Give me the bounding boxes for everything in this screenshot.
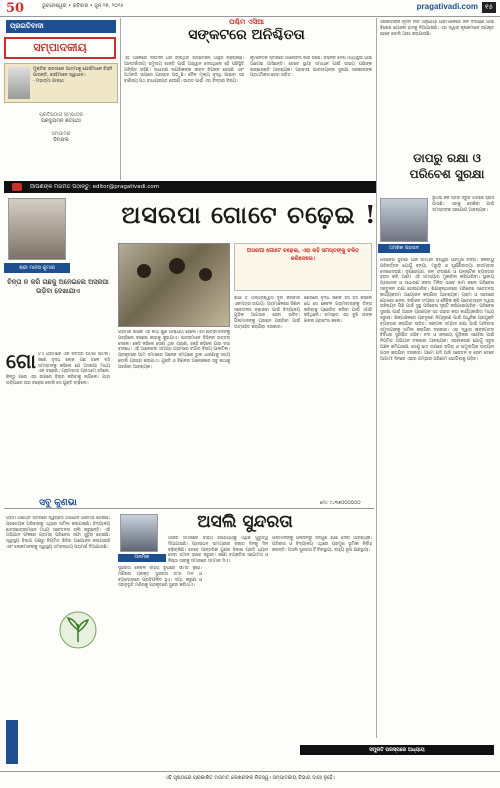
bottom-author-name: ଅନାମିକା (118, 554, 166, 562)
editor-name: ଡିମ୍ପଲ (53, 137, 69, 143)
page-number: ୧୫ (482, 2, 496, 13)
quote-box (4, 63, 118, 103)
editor-credits (4, 106, 118, 182)
left-bottom-headline: ସବୁ କୁଣଭା (39, 498, 77, 508)
main-headline: ଅସରପା ଗୋଟେ ଚଢ଼େଇ ! (121, 200, 377, 229)
editor-label: ସମ୍ପାଦକ (51, 131, 71, 137)
top-story-body-col1: ଏହି ଅଞ୍ଚଳରେ ଦୀର୍ଘଦିନ ଧରି ଚାଲିଥିବା ଉତ୍ତେଜନା ଆହୁରି ବଢ଼ିଚାଲିଛି। ଆନ୍ତର୍ଜାତୀୟ ସମୁଦାୟ ଶାନ୍ତି ପାଇଁ ଆହ୍ୱାନ ଦେଉଥିଲେ ହେଁ ପରିସ୍ଥିତି ଅନିଶ୍ଚିତ ରହିଛି। ସାଧାରଣ ନାଗରିକଙ୍କ ଜୀବନ ବିପନ୍ନ ହେଉଛି ଏବଂ ଅର୍ଥନୀତି ଉପରେ ପ୍ରଭାବ ପଡ଼ୁଛି। ତୈଳ ମୂଲ୍ୟ ବୃଦ୍ଧି ପାଇବା ସହ ବାଣିଜ୍ୟ ପଥ ବାଧାପ୍ରାପ୍ତ ହେଉଛି। ଭାରତ ପାଇଁ ଏହା ଚିନ୍ତାର ବିଷୟ। (124, 56, 244, 85)
site-url[interactable]: pragativadi.com (416, 2, 478, 11)
main-author-photo (8, 198, 66, 260)
founder-name: ପ୍ରଦ୍ୟୁମ୍ନ ଶତପଥୀ (41, 118, 81, 124)
mail-icon (12, 183, 22, 191)
quote-body: ମୁକ୍ତିର ଭରସାରେ ଆତ୍ମାକୁ ଯେଉଁମାନେ ଚିହ୍ନି ପାରନ୍ତି, ସେହିମାନେ ସ୍ୱାଧୀନ। (33, 67, 113, 78)
gandhi-portrait-icon (8, 67, 30, 99)
main-pull-quote: ଚିନ୍ତା ନ କରି ଗଛକୁ ଅନେଇଲେ ଅସରପା ଉଡ଼ିବା ଦେଖାଯାଏ (7, 278, 109, 295)
right-column-rule (376, 18, 377, 738)
bottom-headline: ଅସଲି ସୁନ୍ଦରତା (197, 512, 293, 532)
side-tag (6, 720, 18, 764)
main-article-col3: ଶିକ୍ଷା ହିଁ ଅନ୍ଧବିଶ୍ୱାସ ଦୂର କରିବାର ଏକମାତ୍ର ଉପାୟ। ଗ୍ରାମାଞ୍ଚଳରେ ବିଜ୍ଞାନ ସଚେତନତା ବଢ଼ାଇବା ପାଇଁ ବିଦ୍ୟାଳୟ ଗୁଡ଼ିକ ଆଗଭର ହେବା ଉଚିତ। ପିଲାମାନଙ୍କୁ ପ୍ରଶ୍ନ ପଚାରିବା ପାଇଁ ଉତ୍ସାହିତ କରାଯିବା ଦରକାର। (234, 296, 300, 330)
footer-box: ସମ୍ପ୍ରତି ପରସ୍ପରେ ଅଧ୍ୟାୟ (300, 745, 494, 755)
right-top-body: ସରକାରଙ୍କ ନୂତନ ନୀତି ଅନୁଯାୟୀ ଗ୍ରାମାଞ୍ଚଳରେ ଜଳ ସଂରକ୍ଷଣ ପାଇଁ ବିଶେଷ ଯୋଜନା ହାତକୁ ନିଆଯାଇଛି। ଏହା ଦ୍ୱାରା କୃଷକମାନେ ଉପକୃତ ହେବେ ବୋଲି ଆଶା କରାଯାଉଛି। (380, 20, 494, 37)
callout-text: ଅସରପା ଗୋଟେ ଚଢ଼େଇ, ଏହା କହି ସମସ୍ତଙ୍କୁ ଚକିତ କରିଦେଲେ। (246, 248, 360, 262)
main-author-name: ଶ୍ରୀ ମାନସ କୁମାର (4, 263, 70, 273)
top-story-body-col2: କୂଟନୈତିକ ସ୍ତରରେ ଆଲୋଚନା ଜାରି ରହିଛି। ବିଭିନ୍ନ ଦେଶ ମଧ୍ୟସ୍ଥତା ପାଇଁ ଆଗେଇ ଆସିଛନ୍ତି। ତେବେ ସ୍ଥାୟୀ ସମାଧାନ ପାଇଁ ଉଭୟ ପକ୍ଷଙ୍କ ଇଚ୍ଛାଶକ୍ତି ଆବଶ୍ୟକ। ପ୍ରବାସୀ ଭାରତୀୟଙ୍କ ସୁରକ୍ଷା ସରକାରଙ୍କ ପ୍ରାଥମିକତା ହେବା ଉଚିତ। (250, 56, 372, 79)
dateline: ଭୁବନେଶ୍ୱର • ରବିବାର • ଜୁନ୍ ୨୭, ୨୦୨୫ (42, 3, 124, 9)
bottom-article-col3: ପିଲାମାନଙ୍କୁ ପିଲାଦିନରୁ ସଦ୍‌ଗୁଣ ଶିକ୍ଷା ଦେବା ଆବଶ୍ୟକ। ପରିବାର ଓ ବିଦ୍ୟାଳୟ ଏଥିରେ ପ୍ରମୁଖ ଭୂମିକା ନିର୍ବାହ କରନ୍ତି। ଅସଲି ସୁନ୍ଦରତା ହିଁ ଚିରସ୍ଥାୟୀ, ବାହ୍ୟ ରୂପ କ୍ଷଣସ୍ଥାୟୀ। (272, 536, 372, 553)
page-header (0, 0, 500, 16)
main-article-photo (118, 243, 230, 327)
column-rule (120, 18, 121, 180)
main-article-col2: ଗ୍ରାମର ଶିକ୍ଷକ ଏହି କଥା ଶୁଣି ଆଶ୍ଚର୍ଯ୍ୟ ହେଲେ। ସେ ଛାତ୍ରମାନଙ୍କୁ ପଚାରିଲେ ଚଢ଼େଇ କାହାକୁ କୁହାଯାଏ। ଛାତ୍ରମାନେ ବିଭିନ୍ନ ଉତ୍ତର ଦେଲେ। କେହି କହିଲେ ଡେଣା ଥିବା ପ୍ରାଣୀ, କେହି କହିଲେ ଯାହା ବସା ବାନ୍ଧେ। ଏହି ଆଲୋଚନା ସମଗ୍ର ଗ୍ରାମରେ ଚର୍ଚ୍ଚାର ବିଷୟ ପାଲଟିଲା। ପ୍ରକୃତରେ ଆମ ସମାଜରେ ଅନେକ ସମୟରେ ଭୁଲ ଧାରଣାକୁ ସତ୍ୟ ବୋଲି ଗ୍ରହଣ କରାଯାଏ। ଯୁକ୍ତି ଓ ବିଜ୍ଞାନର ଆଲୋକରେ ସବୁ କଥାକୁ ପରଖିବା ଆବଶ୍ୟକ। (118, 330, 230, 370)
quote-text (33, 67, 115, 85)
header-rule (0, 16, 500, 17)
brand-label: ପ୍ରଗତିବାଦୀ (6, 20, 116, 33)
right-article-headline: ଡାପରୁ ରକ୍ଷା ଓ ପରିବେଶ ସୁରକ୍ଷା (409, 151, 485, 181)
plant-icon (56, 610, 100, 650)
bottom-article-col2: ଆଜିର ସମାଜରେ ବାହ୍ୟ ସୌନ୍ଦର୍ଯ୍ୟକୁ ଅଧିକ ଗୁରୁତ୍ୱ ଦିଆଯାଉଛି। ପ୍ରସାଧନ ସାମଗ୍ରୀର ବଜାର ଦିନକୁ ଦିନ ବଢ଼ିଚାଲିଛି। ତେବେ ଆନ୍ତରିକ ଗୁଣର ବିକାଶ ପ୍ରତି ଧ୍ୟାନ ଦେବା ସମାନ ଭାବେ ଜରୁରୀ। ଜଣେ ବ୍ୟକ୍ତିର ସଚ୍ଚୋଟତା ଓ ନିଷ୍ଠା ତାଙ୍କୁ ସମାଜରେ ସମ୍ମାନ ଦିଏ। (168, 536, 268, 565)
section-title: ସମ୍ପାଦକୀୟ (4, 37, 116, 59)
anniversary-logo: 50 (6, 1, 25, 16)
right-author-photo (380, 198, 428, 242)
founder-label: ପ୍ରତିଷ୍ଠାତା ସମ୍ପାଦକ (39, 112, 83, 118)
footer-disclaimer: ଏହି ପୃଷ୍ଠାରେ ପ୍ରକାଶିତ ମତାମତ ଲେଖକଙ୍କ ନିଜସ୍ୱ। ସମ୍ପାଦକୀୟ ବିଭାଗ ଦାୟୀ ନୁହେଁ। (0, 771, 500, 783)
right-author-name: ଅମ୍ବିକା ପ୍ରସାଦ (378, 244, 430, 253)
right-article-body: ପରିବେଶ ସୁରକ୍ଷା ଆଜି ସମଗ୍ର ବିଶ୍ୱର ପ୍ରମୁଖ ଚିନ୍ତା। ଜଳବାୟୁ ପରିବର୍ତ୍ତନ ଯୋଗୁଁ ବନ୍ୟା, ମରୁଡ଼ି ଓ ଘୂର୍ଣ୍ଣିବାତ୍ୟା ବାରମ୍ବାର ଦେଖାଦେଉଛି। ବୃକ୍ଷରୋପଣ, ଜଳ ସଂରକ୍ଷଣ ଓ ପ୍ଲାଷ୍ଟିକ ବ୍ୟବହାର ହ୍ରାସ କରି ଆମେ ଏହି ସମସ୍ୟାର ମୁକାବିଲା କରିପାରିବା। ସ୍ଥାନୀୟ ପ୍ରଶାସନ ଓ ସାଧାରଣ ଜନତା ମିଳିତ ଭାବେ କାମ କଲେ ପରିବେଶ ସନ୍ତୁଳନ ରକ୍ଷା ହୋଇପାରିବ। ଶିକ୍ଷାନୁଷ୍ଠାନରେ ପରିବେଶ ସଚେତନତା କାର୍ଯ୍ୟକ୍ରମ ଆୟୋଜନ କରାଯିବା ଆବଶ୍ୟକ। ଗ୍ରାମ ଓ ସହରରେ ପୋଖରୀ ଖନନ, ବର୍ଷାଜଳ ସଂଗ୍ରହ ଓ ଜୈବିକ କୃଷି ପ୍ରୋତ୍ସାହନ ଦ୍ୱାରା ଭବିଷ୍ୟତ ପିଢ଼ି ପାଇଁ ସୁସ୍ଥ ପରିବେଶ ସୃଷ୍ଟି କରାଯାଇପାରିବ। ପରିବେଶ ସୁରକ୍ଷା ପାଇଁ ଆଇନ ପ୍ରଣୟନ ସହ ତାହାର କଡ଼ା କାର୍ଯ୍ୟକାରିତା ମଧ୍ୟ ଜରୁରୀ। ଶିଳ୍ପାଞ୍ଚଳରେ ପ୍ରଦୂଷଣ ନିୟନ୍ତ୍ରଣ ପାଇଁ ଆଧୁନିକ ପ୍ରଯୁକ୍ତି ବ୍ୟବହାର କରାଯିବା ଉଚିତ। ଜଙ୍ଗଲ ସମ୍ପଦ ରକ୍ଷା ପାଇଁ ଆଦିବାସୀ ସମୁଦାୟଙ୍କୁ ସାମିଲ କରାଯିବା ଦରକାର। ଏହା ଦ୍ୱାରା ଜୀବଜଗତର ବିବିଧତା ସୁରକ୍ଷିତ ରହିବ। ନଦୀ ଓ ଜଳାଶୟ ଗୁଡ଼ିକର ସଫେଇ ପାଇଁ ନିୟମିତ ଅଭିଯାନ ଚଳାଇବା ଆବଶ୍ୟକ। ସହରୀକରଣ ଯୋଗୁଁ ସବୁଜ ଅଞ୍ଚଳ କମିଯାଉଛି, ତେଣୁ ଛାତ ଉପରେ ବଗିଚା ଓ ସାମୁଦାୟିକ ଉଦ୍ୟାନ ଗଠନ କରାଯିବା ଦରକାର। ଆମେ ଯଦି ଆଜି ସଚେତନ ନ ହେବା ତେବେ ଆଗାମୀ ଦିନରେ ଏହାର ଗମ୍ଭୀର ପରିଣାମ ଭୋଗିବାକୁ ପଡ଼ିବ। (380, 258, 494, 362)
left-bottom-body: ଗ୍ରାମ ପଞ୍ଚାୟତ ସ୍ତରରେ ସ୍ୱଚ୍ଛତା ଅଭିଯାନ ଆରମ୍ଭ ହୋଇଛି। ପ୍ରତ୍ୟେକ ପରିବାରକୁ ଏଥିରେ ସାମିଲ କରାଯାଇଛି। ବିଦ୍ୟାଳୟ ଛାତ୍ରଛାତ୍ରୀମାନେ ମଧ୍ୟ ସଚେତନତା ରାଲି କରୁଛନ୍ତି। ଏହି ଅଭିଯାନ ଫଳରେ ଗ୍ରାମର ପରିବେଶ ସଫା ସୁତୁରା ହୋଇଛି। ସ୍ୱାସ୍ଥ୍ୟ ବିଭାଗ ପକ୍ଷରୁ ନିୟମିତ ଶିବିର ଆୟୋଜନ କରାଯାଉଛି ଏବଂ ଲୋକମାନଙ୍କୁ ସ୍ୱାସ୍ଥ୍ୟ ସମ୍ବନ୍ଧୀୟ ପରାମର୍ଶ ଦିଆଯାଉଛି। (6, 516, 110, 550)
quote-author: - ମହାତ୍ମା ଗାନ୍ଧୀ (33, 79, 64, 84)
drop-cap: ଗୋ (6, 352, 36, 373)
right-intro: ଭୂଗର୍ଭ ଜଳ ସ୍ତର ଦ୍ରୁତ ଗତିରେ ହ୍ରାସ ପାଉଛି। ଏହାକୁ ରୋକିବା ପାଇଁ ସମସ୍ତଙ୍କ ସହଯୋଗ ଆବଶ୍ୟକ। (432, 196, 494, 213)
contact-strip[interactable] (4, 181, 376, 193)
top-story-kicker: ପଶ୍ଚିମ ଏସିଆ (229, 18, 264, 26)
photo-figure (199, 268, 212, 281)
main-article-col4: ଶେଷରେ ବୃଦ୍ଧ ଜଣକ ହସି ହସି କହିଲେ ଯେ ସେ କେବଳ ଗ୍ରାମବାସୀଙ୍କୁ ଚିନ୍ତା କରିବାକୁ ପ୍ରେରିତ କରିବା ପାଇଁ ଏପରି କହିଥିଲେ। ସମସ୍ତେ ଏହା ବୁଝି ତାଙ୍କ ଜ୍ଞାନର ପ୍ରଶଂସା କଲେ। (304, 296, 372, 325)
main-article-signoff: ମୋ: ୯୪୩୭୦୦୦୦୦୦ (320, 501, 361, 506)
main-callout (234, 243, 372, 291)
photo-figure (137, 264, 151, 278)
main-article-lead: ଗୋ ଟିଏ ଗ୍ରାମରେ ଏକ ବିଚିତ୍ର ଘଟଣା ଘଟିଲା। ଜଣେ ବୃଦ୍ଧ ଲୋକ ଗଛ ତଳେ ବସି ସମସ୍ତଙ୍କୁ କହିଲେ ଯେ ଅସରପା ମଧ୍ୟ ଏକ ଚଢ଼େଇ। ଗ୍ରାମବାସୀ ପ୍ରଥମେ ହସିଲେ, କିନ୍ତୁ ପରେ ଏହା ଉପରେ ବିଚାର କରିବାକୁ ଲାଗିଲେ। ଯାହା ଉଡ଼ିପାରେ ତାହା ଚଢ଼େଇ ବୋଲି ସେ ଯୁକ୍ତି ବାଢ଼ିଲେ। (6, 352, 110, 386)
bottom-author-photo (120, 514, 158, 552)
bottom-article-col1: ସୁନ୍ଦରତା କେବଳ ବାହ୍ୟ ରୂପରେ ସୀମିତ ନୁହେଁ। ମଣିଷର ପ୍ରକୃତ ସୁନ୍ଦରତା ତା'ର ମନ ଓ ବ୍ୟବହାରରେ ପ୍ରତିଫଳିତ ହୁଏ। ଦୟା, କରୁଣା ଓ ସହାନୁଭୂତି ମଣିଷକୁ ପ୍ରକୃତରେ ସୁନ୍ଦର କରିଥାଏ। (118, 566, 202, 589)
contact-text: ଆପଣଙ୍କ ମତାମତ ପଠାନ୍ତୁ: editor@pragativadi.com (30, 184, 160, 190)
photo-figure (169, 258, 185, 274)
top-story-headline: ସଙ୍କଟରେ ଅନିଶ୍ଚିତତା (188, 27, 305, 43)
